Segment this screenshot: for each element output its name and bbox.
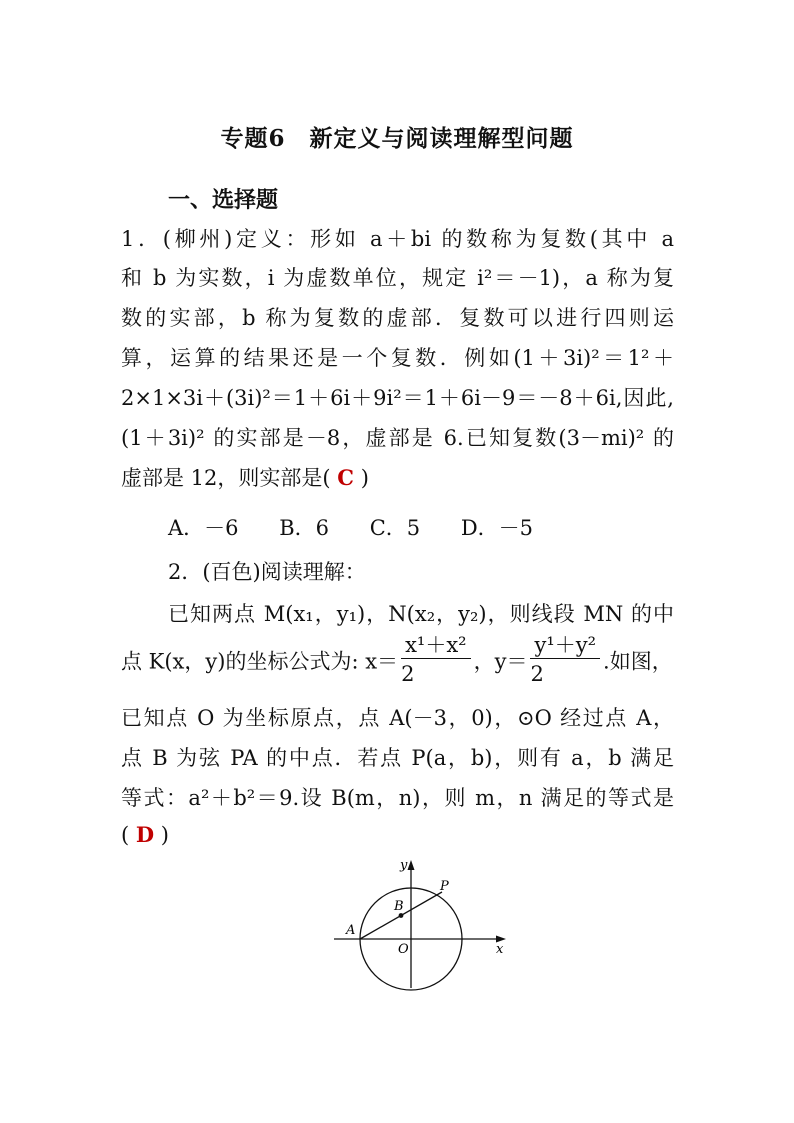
geometry-figure [330, 852, 515, 992]
q1-line-3: 数的实部，b 称为复数的虚部．复数可以进行四则运 [121, 306, 674, 330]
q2-line-7 [121, 822, 674, 847]
q2-line-3-text-a: 点 K(x，y)的坐标公式为: x＝ [121, 649, 399, 674]
label-o: O [398, 942, 409, 957]
q2-line-4: 已知点 O 为坐标原点，点 A(－3，0)，⊙O 经过点 A， [121, 706, 674, 730]
q2-line-3-text-c: .如图， [603, 649, 673, 674]
q2-answer: D [135, 822, 155, 847]
q1-line-1: 1．(柳州)定义：形如 a＋bi 的数称为复数(其中 a [121, 227, 674, 251]
q2-line-5: 点 B 为弦 PA 的中点．若点 P(a，b)，则有 a，b 满足 [121, 746, 674, 770]
q1-options [168, 512, 668, 542]
section-heading: 一、选择题 [168, 187, 279, 213]
q2-line-3-text-b: ，y＝ [473, 649, 528, 674]
q1-option-a: A．－6 [168, 516, 239, 540]
q2-line-7-open: ( [121, 823, 130, 847]
q1-line-7 [121, 462, 674, 492]
q2-line-1: 2．(百色)阅读理解： [168, 560, 366, 584]
q1-option-c: C．5 [369, 516, 421, 540]
label-a: A [346, 923, 356, 938]
q1-option-d: D．－5 [460, 516, 534, 540]
q2-line-3 [121, 632, 674, 689]
q1-line-4: 算，运算的结果还是一个复数．例如(1＋3i)²＝1²＋ [121, 346, 674, 370]
q1-line-7-text: 虚部是 12，则实部是( [121, 466, 331, 490]
q1-line-6: (1＋3i)² 的实部是－8，虚部是 6.已知复数(3－mi)² 的 [121, 426, 674, 450]
q1-option-b: B．6 [279, 516, 330, 540]
q1-line-7-close: ) [360, 466, 369, 490]
label-x: x [496, 942, 504, 957]
q1-line-2: 和 b 为实数，i 为虚数单位，规定 i²＝－1)，a 称为复 [121, 266, 674, 290]
label-y: y [400, 858, 408, 873]
fraction-x-denominator: 2 [401, 662, 415, 686]
fraction-x-numerator: x¹＋x² [401, 632, 471, 659]
midpoint-fraction-x [401, 632, 471, 689]
q2-line-6: 等式：a²＋b²＝9.设 B(m，n)，则 m，n 满足的等式是 [121, 786, 674, 810]
q1-answer: C [337, 465, 354, 490]
q1-line-5: 2×1×3i＋(3i)²＝1＋6i＋9i²＝1＋6i－9＝－8＋6i,因此, [121, 386, 674, 410]
q2-line-2: 已知两点 M(x₁，y₁)，N(x₂，y₂)，则线段 MN 的中 [168, 602, 674, 626]
label-p: P [440, 879, 449, 894]
page-title: 专题6 新定义与阅读理解型问题 [220, 125, 574, 152]
fraction-y-numerator: y¹＋y² [530, 632, 600, 659]
q2-line-7-close: ) [160, 823, 169, 847]
fraction-y-denominator: 2 [530, 662, 544, 686]
midpoint-fraction-y [530, 632, 600, 689]
label-b: B [394, 899, 404, 914]
y-axis-arrow [408, 860, 415, 870]
